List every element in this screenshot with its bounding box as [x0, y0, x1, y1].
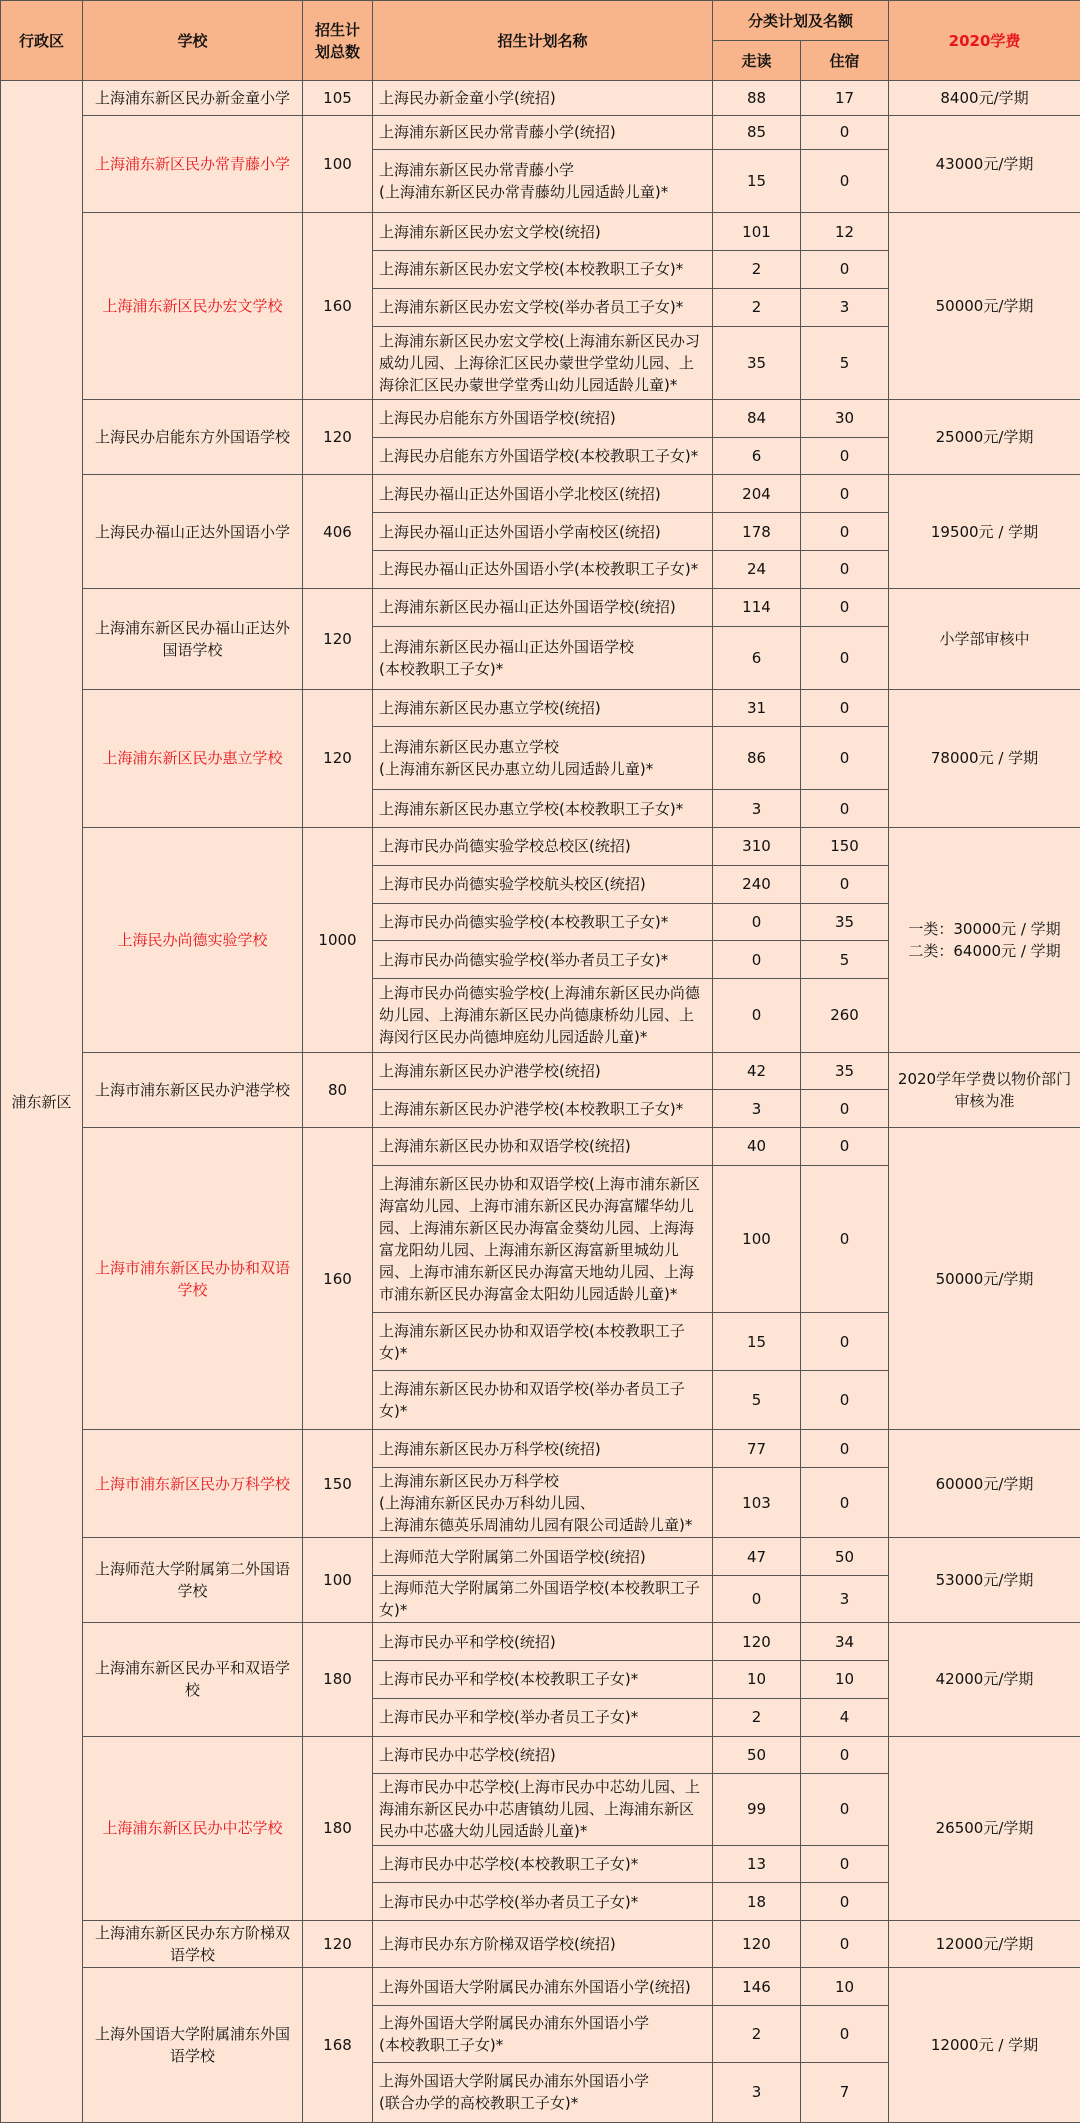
school-name: 上海浦东新区民办新金童小学 [83, 81, 303, 116]
school-name: 上海市浦东新区民办万科学校 [83, 1430, 303, 1538]
plan-name: 上海民办福山正达外国语小学(本校教职工子女)* [373, 551, 713, 589]
board-count: 0 [801, 1467, 889, 1537]
plan-name: 上海浦东新区民办惠立学校 (上海浦东新区民办惠立幼儿园适龄儿童)* [373, 727, 713, 790]
walk-count: 120 [713, 1623, 801, 1661]
plan-name: 上海浦东新区民办惠立学校(统招) [373, 689, 713, 727]
board-count: 0 [801, 115, 889, 150]
walk-count: 101 [713, 213, 801, 251]
plan-name: 上海民办新金童小学(统招) [373, 81, 713, 116]
walk-count: 204 [713, 475, 801, 513]
plan-name: 上海市民办中芯学校(上海市民办中芯幼儿园、上海浦东新区民办中芯唐镇幼儿园、上海浦东新区民办中芯盛大幼儿园适龄儿童)* [373, 1774, 713, 1845]
tuition-fee: 小学部审核中 [889, 588, 1080, 689]
school-name: 上海浦东新区民办中芯学校 [83, 1736, 303, 1921]
walk-count: 2 [713, 1698, 801, 1736]
walk-count: 240 [713, 865, 801, 903]
walk-count: 31 [713, 689, 801, 727]
school-name: 上海浦东新区民办平和双语学校 [83, 1623, 303, 1736]
walk-count: 99 [713, 1774, 801, 1845]
board-count: 0 [801, 790, 889, 828]
walk-count: 114 [713, 588, 801, 626]
school-name: 上海市浦东新区民办沪港学校 [83, 1052, 303, 1128]
board-count: 7 [801, 2062, 889, 2122]
header-total: 招生计划总数 [303, 1, 373, 81]
walk-count: 24 [713, 551, 801, 589]
table-row [1, 1968, 1080, 2006]
plan-name: 上海市民办尚德实验学校(本校教职工子女)* [373, 903, 713, 941]
walk-count: 0 [713, 1576, 801, 1623]
board-count: 0 [801, 588, 889, 626]
walk-count: 100 [713, 1165, 801, 1312]
plan-name: 上海浦东新区民办福山正达外国语学校(统招) [373, 588, 713, 626]
board-count: 260 [801, 979, 889, 1052]
walk-count: 3 [713, 1090, 801, 1128]
school-name: 上海外国语大学附属浦东外国语学校 [83, 1968, 303, 2123]
table-row [1, 1921, 1080, 1968]
plan-name: 上海浦东新区民办协和双语学校(举办者员工子女)* [373, 1371, 713, 1430]
school-total: 120 [303, 1921, 373, 1968]
walk-count: 86 [713, 727, 801, 790]
school-total: 80 [303, 1052, 373, 1128]
school-name: 上海民办尚德实验学校 [83, 827, 303, 1052]
school-name: 上海浦东新区民办宏文学校 [83, 213, 303, 400]
table-row [1, 1736, 1080, 1774]
board-count: 0 [801, 1090, 889, 1128]
plan-name: 上海外国语大学附属民办浦东外国语小学 (联合办学的高校教职工子女)* [373, 2062, 713, 2122]
walk-count: 6 [713, 626, 801, 689]
school-total: 100 [303, 115, 373, 213]
walk-count: 0 [713, 979, 801, 1052]
plan-name: 上海浦东新区民办万科学校 (上海浦东新区民办万科幼儿园、 上海浦东德英乐周浦幼儿园有限公司适龄儿童)* [373, 1467, 713, 1537]
board-count: 0 [801, 1165, 889, 1312]
tuition-fee: 12000元/学期 [889, 1921, 1080, 1968]
board-count: 0 [801, 626, 889, 689]
board-count: 17 [801, 81, 889, 116]
plan-name: 上海浦东新区民办万科学校(统招) [373, 1430, 713, 1468]
board-count: 0 [801, 250, 889, 288]
walk-count: 77 [713, 1430, 801, 1468]
walk-count: 310 [713, 827, 801, 865]
walk-count: 88 [713, 81, 801, 116]
board-count: 0 [801, 1774, 889, 1845]
walk-count: 3 [713, 2062, 801, 2122]
plan-name: 上海浦东新区民办协和双语学校(本校教职工子女)* [373, 1312, 713, 1371]
school-name: 上海民办启能东方外国语学校 [83, 399, 303, 475]
board-count: 0 [801, 1430, 889, 1468]
plan-name: 上海市民办尚德实验学校总校区(统招) [373, 827, 713, 865]
school-total: 120 [303, 689, 373, 827]
board-count: 0 [801, 865, 889, 903]
plan-name: 上海浦东新区民办协和双语学校(上海市浦东新区海富幼儿园、上海市浦东新区民办海富耀华幼儿园、上海浦东新区民办海富金葵幼儿园、上海海富龙阳幼儿园、上海浦东新区海富新里城幼儿园、上海市浦东新区民办海富天地幼儿园、上海市浦东新区民办海富金太阳幼儿园适龄儿童)* [373, 1165, 713, 1312]
plan-name: 上海民办启能东方外国语学校(本校教职工子女)* [373, 437, 713, 475]
board-count: 0 [801, 1371, 889, 1430]
table-row [1, 1128, 1080, 1166]
table-row [1, 213, 1080, 251]
board-count: 150 [801, 827, 889, 865]
board-count: 0 [801, 1921, 889, 1968]
table-row [1, 689, 1080, 727]
plan-name: 上海市民办平和学校(统招) [373, 1623, 713, 1661]
walk-count: 15 [713, 1312, 801, 1371]
walk-count: 2 [713, 288, 801, 326]
board-count: 35 [801, 1052, 889, 1090]
table-row [1, 475, 1080, 513]
tuition-fee: 12000元 / 学期 [889, 1968, 1080, 2123]
tuition-fee: 8400元/学期 [889, 81, 1080, 116]
tuition-fee: 50000元/学期 [889, 1128, 1080, 1430]
school-name: 上海浦东新区民办福山正达外国语学校 [83, 588, 303, 689]
board-count: 30 [801, 399, 889, 437]
table-row [1, 827, 1080, 865]
district-cell: 浦东新区 [1, 81, 83, 2123]
plan-name: 上海浦东新区民办宏文学校(举办者员工子女)* [373, 288, 713, 326]
header-board: 住宿 [801, 41, 889, 81]
plan-name: 上海浦东新区民办福山正达外国语学校 (本校教职工子女)* [373, 626, 713, 689]
plan-name: 上海市民办东方阶梯双语学校(统招) [373, 1921, 713, 1968]
table-row [1, 399, 1080, 437]
board-count: 0 [801, 727, 889, 790]
plan-name: 上海市民办中芯学校(本校教职工子女)* [373, 1845, 713, 1883]
school-total: 100 [303, 1538, 373, 1623]
plan-name: 上海市民办尚德实验学校(举办者员工子女)* [373, 941, 713, 979]
plan-name: 上海浦东新区民办惠立学校(本校教职工子女)* [373, 790, 713, 828]
school-name: 上海浦东新区民办东方阶梯双语学校 [83, 1921, 303, 1968]
header-walk: 走读 [713, 41, 801, 81]
plan-name: 上海浦东新区民办宏文学校(本校教职工子女)* [373, 250, 713, 288]
walk-count: 50 [713, 1736, 801, 1774]
plan-name: 上海师范大学附属第二外国语学校(统招) [373, 1538, 713, 1576]
school-total: 120 [303, 399, 373, 475]
plan-name: 上海浦东新区民办常青藤小学 (上海浦东新区民办常青藤幼儿园适龄儿童)* [373, 150, 713, 213]
plan-name: 上海浦东新区民办协和双语学校(统招) [373, 1128, 713, 1166]
table-row [1, 1052, 1080, 1090]
board-count: 0 [801, 1845, 889, 1883]
board-count: 35 [801, 903, 889, 941]
plan-name: 上海市民办中芯学校(举办者员工子女)* [373, 1883, 713, 1921]
board-count: 10 [801, 1968, 889, 2006]
board-count: 0 [801, 1312, 889, 1371]
walk-count: 42 [713, 1052, 801, 1090]
board-count: 3 [801, 1576, 889, 1623]
header-fee: 2020学费 [889, 1, 1080, 81]
walk-count: 10 [713, 1661, 801, 1699]
school-total: 168 [303, 1968, 373, 2123]
tuition-fee: 42000元/学期 [889, 1623, 1080, 1736]
table-row [1, 1623, 1080, 1661]
table-row [1, 115, 1080, 150]
walk-count: 18 [713, 1883, 801, 1921]
plan-name: 上海浦东新区民办宏文学校(统招) [373, 213, 713, 251]
school-total: 180 [303, 1736, 373, 1921]
walk-count: 6 [713, 437, 801, 475]
plan-name: 上海市民办尚德实验学校航头校区(统招) [373, 865, 713, 903]
tuition-fee: 26500元/学期 [889, 1736, 1080, 1921]
plan-name: 上海民办启能东方外国语学校(统招) [373, 399, 713, 437]
walk-count: 2 [713, 250, 801, 288]
board-count: 4 [801, 1698, 889, 1736]
header-district: 行政区 [1, 1, 83, 81]
board-count: 10 [801, 1661, 889, 1699]
board-count: 50 [801, 1538, 889, 1576]
plan-name: 上海浦东新区民办沪港学校(本校教职工子女)* [373, 1090, 713, 1128]
plan-name: 上海市民办平和学校(本校教职工子女)* [373, 1661, 713, 1699]
header-row [1, 1, 1080, 41]
school-name: 上海浦东新区民办常青藤小学 [83, 115, 303, 213]
plan-name: 上海市民办尚德实验学校(上海浦东新区民办尚德幼儿园、上海浦东新区民办尚德康桥幼儿园、上海闵行区民办尚德坤庭幼儿园适龄儿童)* [373, 979, 713, 1052]
tuition-fee: 53000元/学期 [889, 1538, 1080, 1623]
school-total: 1000 [303, 827, 373, 1052]
walk-count: 84 [713, 399, 801, 437]
plan-name: 上海师范大学附属第二外国语学校(本校教职工子女)* [373, 1576, 713, 1623]
school-name: 上海师范大学附属第二外国语学校 [83, 1538, 303, 1623]
school-name: 上海市浦东新区民办协和双语学校 [83, 1128, 303, 1430]
board-count: 0 [801, 689, 889, 727]
plan-name: 上海市民办中芯学校(统招) [373, 1736, 713, 1774]
walk-count: 0 [713, 903, 801, 941]
board-count: 0 [801, 1128, 889, 1166]
board-count: 0 [801, 551, 889, 589]
table-row [1, 1430, 1080, 1468]
tuition-fee: 50000元/学期 [889, 213, 1080, 400]
board-count: 3 [801, 288, 889, 326]
school-total: 180 [303, 1623, 373, 1736]
board-count: 34 [801, 1623, 889, 1661]
tuition-fee: 25000元/学期 [889, 399, 1080, 475]
board-count: 0 [801, 513, 889, 551]
tuition-fee: 2020学年学费以物价部门审核为准 [889, 1052, 1080, 1128]
board-count: 0 [801, 2006, 889, 2063]
walk-count: 3 [713, 790, 801, 828]
plan-name: 上海浦东新区民办常青藤小学(统招) [373, 115, 713, 150]
walk-count: 103 [713, 1467, 801, 1537]
plan-name: 上海民办福山正达外国语小学北校区(统招) [373, 475, 713, 513]
plan-name: 上海浦东新区民办沪港学校(统招) [373, 1052, 713, 1090]
school-total: 160 [303, 213, 373, 400]
board-count: 0 [801, 150, 889, 213]
walk-count: 146 [713, 1968, 801, 2006]
walk-count: 15 [713, 150, 801, 213]
plan-name: 上海浦东新区民办宏文学校(上海浦东新区民办习威幼儿园、上海徐汇区民办蒙世学堂幼儿园、上海徐汇区民办蒙世学堂秀山幼儿园适龄儿童)* [373, 326, 713, 399]
walk-count: 5 [713, 1371, 801, 1430]
board-count: 0 [801, 1736, 889, 1774]
school-total: 150 [303, 1430, 373, 1538]
walk-count: 178 [713, 513, 801, 551]
walk-count: 120 [713, 1921, 801, 1968]
school-total: 406 [303, 475, 373, 588]
tuition-fee: 60000元/学期 [889, 1430, 1080, 1538]
walk-count: 47 [713, 1538, 801, 1576]
school-name: 上海民办福山正达外国语小学 [83, 475, 303, 588]
tuition-fee: 一类：30000元 / 学期 二类：64000元 / 学期 [889, 827, 1080, 1052]
plan-name: 上海外国语大学附属民办浦东外国语小学 (本校教职工子女)* [373, 2006, 713, 2063]
school-name: 上海浦东新区民办惠立学校 [83, 689, 303, 827]
table-body [1, 81, 1080, 2123]
header-category: 分类计划及名额 [713, 1, 889, 41]
walk-count: 85 [713, 115, 801, 150]
board-count: 0 [801, 1883, 889, 1921]
plan-name: 上海外国语大学附属民办浦东外国语小学(统招) [373, 1968, 713, 2006]
walk-count: 2 [713, 2006, 801, 2063]
table-row [1, 81, 1080, 116]
walk-count: 35 [713, 326, 801, 399]
school-total: 105 [303, 81, 373, 116]
walk-count: 13 [713, 1845, 801, 1883]
table-row [1, 588, 1080, 626]
school-total: 120 [303, 588, 373, 689]
board-count: 5 [801, 326, 889, 399]
table-row [1, 1538, 1080, 1576]
school-total: 160 [303, 1128, 373, 1430]
plan-name: 上海市民办平和学校(举办者员工子女)* [373, 1698, 713, 1736]
board-count: 0 [801, 475, 889, 513]
tuition-fee: 78000元 / 学期 [889, 689, 1080, 827]
tuition-fee: 19500元 / 学期 [889, 475, 1080, 588]
board-count: 5 [801, 941, 889, 979]
board-count: 12 [801, 213, 889, 251]
walk-count: 40 [713, 1128, 801, 1166]
board-count: 0 [801, 437, 889, 475]
tuition-fee: 43000元/学期 [889, 115, 1080, 213]
walk-count: 0 [713, 941, 801, 979]
plan-name: 上海民办福山正达外国语小学南校区(统招) [373, 513, 713, 551]
header-plan-name: 招生计划名称 [373, 1, 713, 81]
header-school: 学校 [83, 1, 303, 81]
